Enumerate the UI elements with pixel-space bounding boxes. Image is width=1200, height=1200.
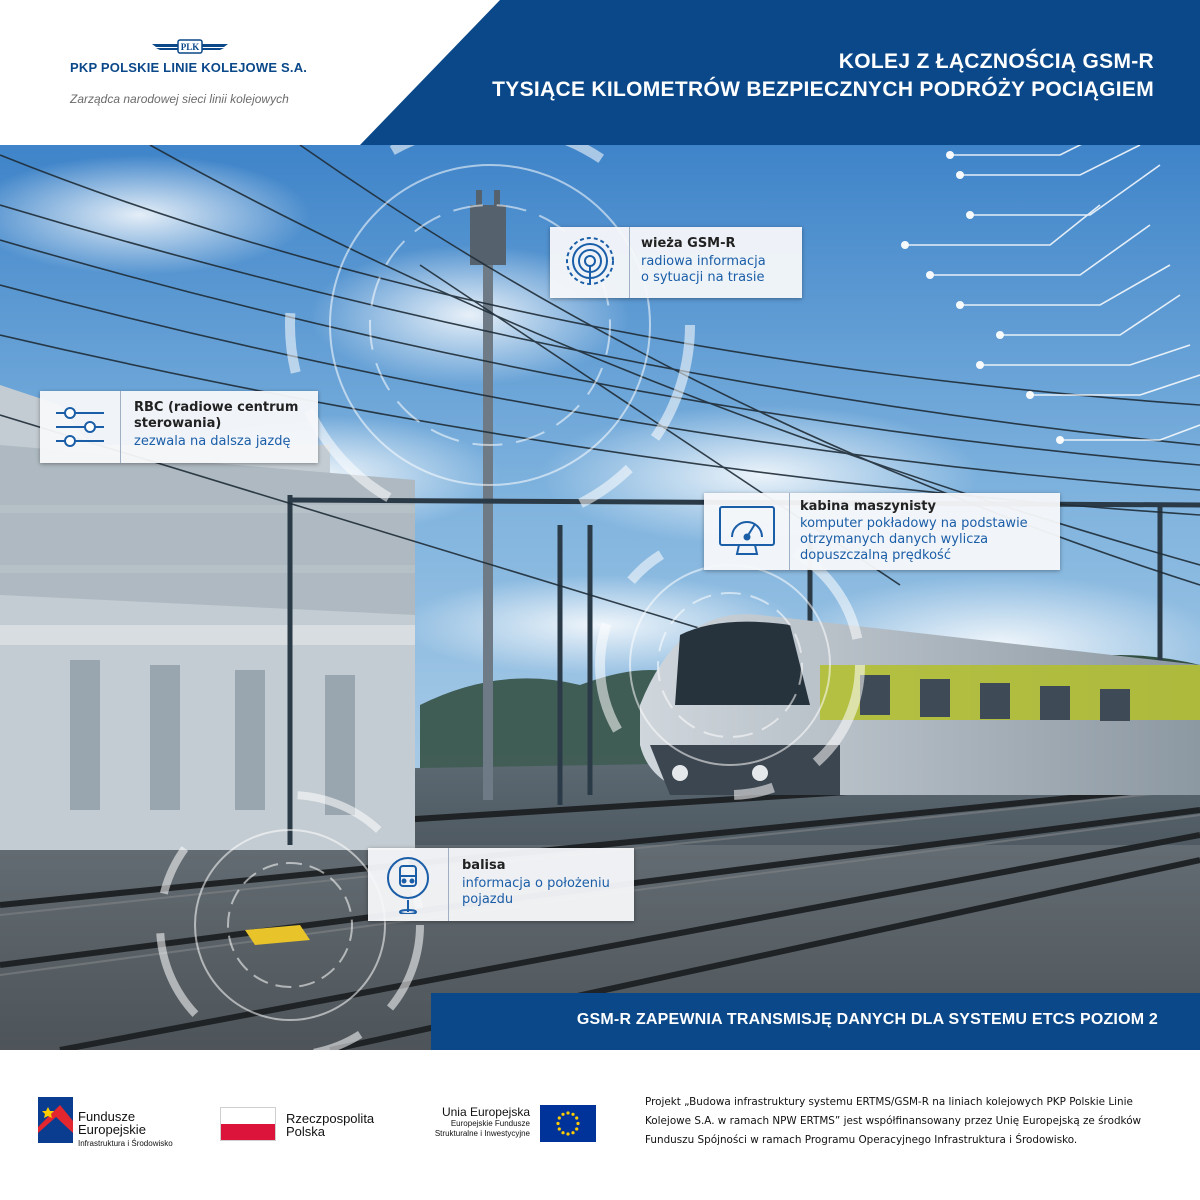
card-description-line: o sytuacji na trasie — [641, 270, 765, 285]
card-title: RBC (radiowe centrum sterowania) — [134, 400, 299, 431]
train-location-pin-icon — [386, 856, 430, 914]
fe-line: Fundusze — [78, 1109, 136, 1124]
speedometer-monitor-icon — [717, 504, 777, 560]
fundusze-europejskie-text — [78, 1110, 173, 1148]
sliders-icon — [54, 405, 106, 449]
winged-emblem-icon — [150, 36, 230, 58]
card-title: balisa — [462, 858, 506, 873]
card-rbc — [40, 391, 318, 463]
banner-text: GSM-R ZAPEWNIA TRANSMISJĘ DANYCH DLA SYSTEMU ETCS POZIOM 2 — [576, 1011, 1158, 1028]
company-name: PKP POLSKIE LINIE KOLEJOWE S.A. — [70, 60, 308, 75]
card-title: wieża GSM-R — [641, 236, 736, 251]
card-driver-cab — [704, 493, 1060, 570]
page-title-line2: TYSIĄCE KILOMETRÓW BEZPIECZNYCH PODRÓŻY POCIĄGIEM — [492, 78, 1154, 101]
card-description — [800, 516, 1028, 564]
page-title-line1: KOLEJ Z ŁĄCZNOŚCIĄ GSM-R — [838, 50, 1154, 73]
eu-line: Strukturalne i Inwestycyjne — [434, 1129, 530, 1138]
card-description-line: otrzymanych danych wylicza — [800, 532, 989, 547]
etcs-banner — [431, 993, 1200, 1050]
unia-europejska-text — [414, 1105, 530, 1139]
poland-flag-icon — [220, 1107, 276, 1141]
card-title: kabina maszynisty — [800, 499, 936, 514]
fe-line: Europejskie — [78, 1122, 146, 1137]
card-description-line: informacja o położeniu — [462, 876, 610, 891]
fundusze-europejskie-logo-icon — [38, 1097, 73, 1143]
card-description-line: dopuszczalną prędkość — [800, 548, 951, 563]
radio-signal-icon — [564, 237, 616, 289]
card-balise — [368, 848, 634, 921]
card-description: zezwala na dalsza jazdę — [134, 434, 291, 449]
railway-scene — [0, 145, 1200, 1050]
footer — [0, 1050, 1200, 1200]
pl-line: Polska — [286, 1124, 326, 1139]
card-description-line: radiowa informacja — [641, 254, 766, 269]
rzeczpospolita-polska-text — [286, 1112, 374, 1138]
eu-line: Europejskie Fundusze — [450, 1119, 530, 1128]
card-description — [641, 254, 766, 286]
fe-line: Infrastruktura i Środowisko — [78, 1139, 173, 1148]
card-gsm-r-tower — [550, 227, 802, 298]
company-tagline: Zarządca narodowej sieci linii kolejowych — [70, 92, 289, 106]
project-description: Projekt „Budowa infrastruktury systemu ERTMS/GSM-R na liniach kolejowych PKP Polskie Linie Kolejowe S.A. w ramach NPW ERTMS” jest współfinansowany przez Unię Europejską ze środków Funduszu Spójności w ramach Programu Operacyjnego Infrastruktura i Środowisko. — [645, 1096, 1142, 1146]
card-description — [462, 876, 610, 908]
eu-line: Unia Europejska — [441, 1105, 530, 1119]
card-description-line: pojazdu — [462, 892, 514, 907]
eu-flag-icon — [540, 1105, 596, 1142]
card-description-line: komputer pokładowy na podstawie — [800, 516, 1028, 531]
emblem-text: PLK — [180, 42, 200, 52]
pl-line: Rzeczpospolita — [286, 1111, 375, 1126]
